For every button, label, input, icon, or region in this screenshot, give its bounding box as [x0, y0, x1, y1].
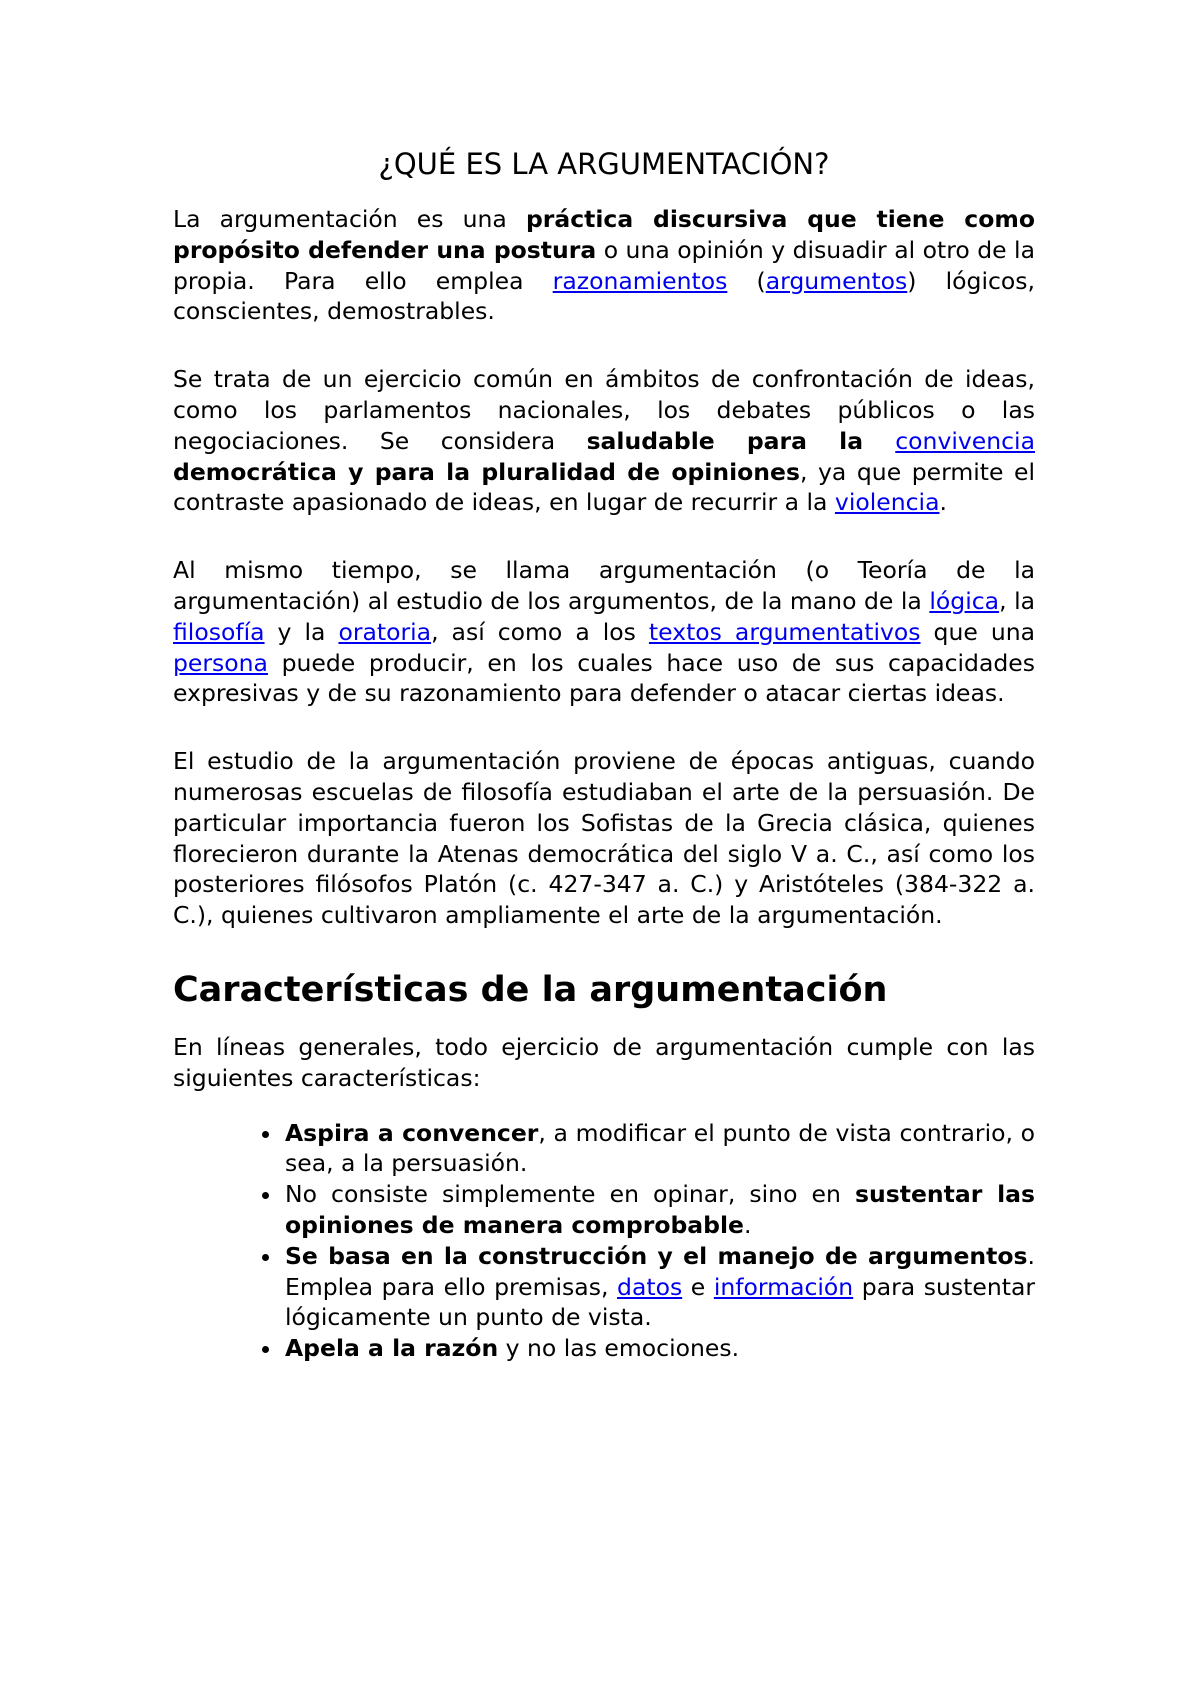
paragraph-ambitos: [173, 364, 1035, 518]
paragraph-historia: [173, 746, 1035, 931]
link-argumentos[interactable]: argumentos: [765, 266, 908, 295]
section-heading: Características de la argumentación: [173, 969, 888, 1010]
bold-run: Aspira a convencer: [285, 1118, 539, 1147]
text-run: para sustentar lógicamente un punto de vista.: [285, 1272, 1036, 1332]
text-run: No consiste simplemente en opinar, sino en: [285, 1180, 855, 1209]
list-item: [283, 1241, 1035, 1333]
text-run: que una: [920, 617, 1036, 646]
link-razonamientos[interactable]: razonamientos: [552, 266, 728, 295]
paragraph-definition: [173, 204, 1035, 327]
text-run: .: [743, 1210, 752, 1239]
list-item: [283, 1179, 1035, 1241]
text-run: , la: [999, 586, 1035, 615]
link-violencia[interactable]: violencia: [834, 488, 940, 517]
text-run: o una opinión y disuadir al otro de la propia. Para ello emplea: [173, 235, 1035, 295]
link-informacion[interactable]: información: [713, 1272, 854, 1301]
text-run: e: [682, 1272, 714, 1301]
text-run: , así como a los: [431, 617, 649, 646]
text-run: .: [939, 488, 947, 517]
link-logica[interactable]: lógica: [929, 586, 1000, 615]
list-item: [283, 1118, 1035, 1180]
list-item: [283, 1333, 1035, 1364]
text-run: La argumentación es una: [173, 205, 526, 233]
text-run: ) lógicos, conscientes, demostrables.: [173, 266, 1036, 326]
link-datos[interactable]: datos: [617, 1272, 683, 1301]
bold-run: democrática y para la pluralidad de opiniones: [173, 457, 800, 486]
paragraph-teoria: [173, 555, 1035, 709]
characteristics-list: [173, 1118, 1035, 1364]
link-textos-argumentativos[interactable]: textos argumentativos: [648, 617, 921, 646]
link-persona[interactable]: persona: [173, 648, 268, 677]
text-run: , ya que permite el contraste apasionado de ideas, en lugar de recurrir a la: [173, 457, 1035, 517]
text-run: Se trata de un ejercicio común en ámbitos de confrontación de ideas, como los parlamentos nacionales, los debates públicos o las negociaciones. Se considera: [173, 365, 1035, 455]
bold-run: práctica discursiva que tiene como propósito defender una postura: [173, 205, 1035, 264]
bold-run: Se basa en la construcción y el manejo de argumentos: [285, 1241, 1028, 1270]
link-filosofia[interactable]: filosofía: [173, 617, 265, 646]
text-run: En líneas generales, todo ejercicio de argumentación cumple con las siguientes características:: [173, 1032, 1035, 1092]
document-content: [173, 146, 1035, 1364]
text-run: puede producir, en los cuales hace uso de sus capacidades expresivas y de su razonamiento para defender o atacar ciertas ideas.: [173, 648, 1035, 708]
link-convivencia[interactable]: convivencia: [895, 426, 1035, 455]
text-run: y la: [264, 617, 339, 646]
text-run: El estudio de la argumentación proviene de épocas antiguas, cuando numerosas escuelas de filosofía estudiaban el arte de la persuasión. De particular importancia fueron los Sofistas de la Grecia clásica, quienes florecieron durante la Atenas democrática del siglo V a. C., así como los posteriores filósofos Platón (c. 427-347 a. C.) y Aristóteles (384-322 a. C.), quienes cultivaron ampliamente el arte de la argumentación.: [173, 747, 1035, 930]
link-oratoria[interactable]: oratoria: [338, 617, 432, 646]
paragraph-intro-list: [173, 1032, 1035, 1094]
bold-run: sustentar las opiniones de manera comprobable: [285, 1180, 1035, 1239]
bold-run: Apela a la razón: [285, 1334, 499, 1363]
text-run: Al mismo tiempo, se llama argumentación (o Teoría de la argumentación) al estudio de los argumentos, de la mano de la: [173, 556, 1035, 615]
text-run: y no las emociones.: [498, 1334, 740, 1363]
text-run: , a modificar el punto de vista contrario, o sea, a la persuasión.: [285, 1118, 1035, 1178]
bold-run: saludable para la: [586, 426, 896, 455]
page-title: ¿QUÉ ES LA ARGUMENTACIÓN?: [378, 147, 830, 181]
text-run: . Emplea para ello premisas,: [285, 1241, 1035, 1301]
text-run: (: [727, 266, 766, 295]
